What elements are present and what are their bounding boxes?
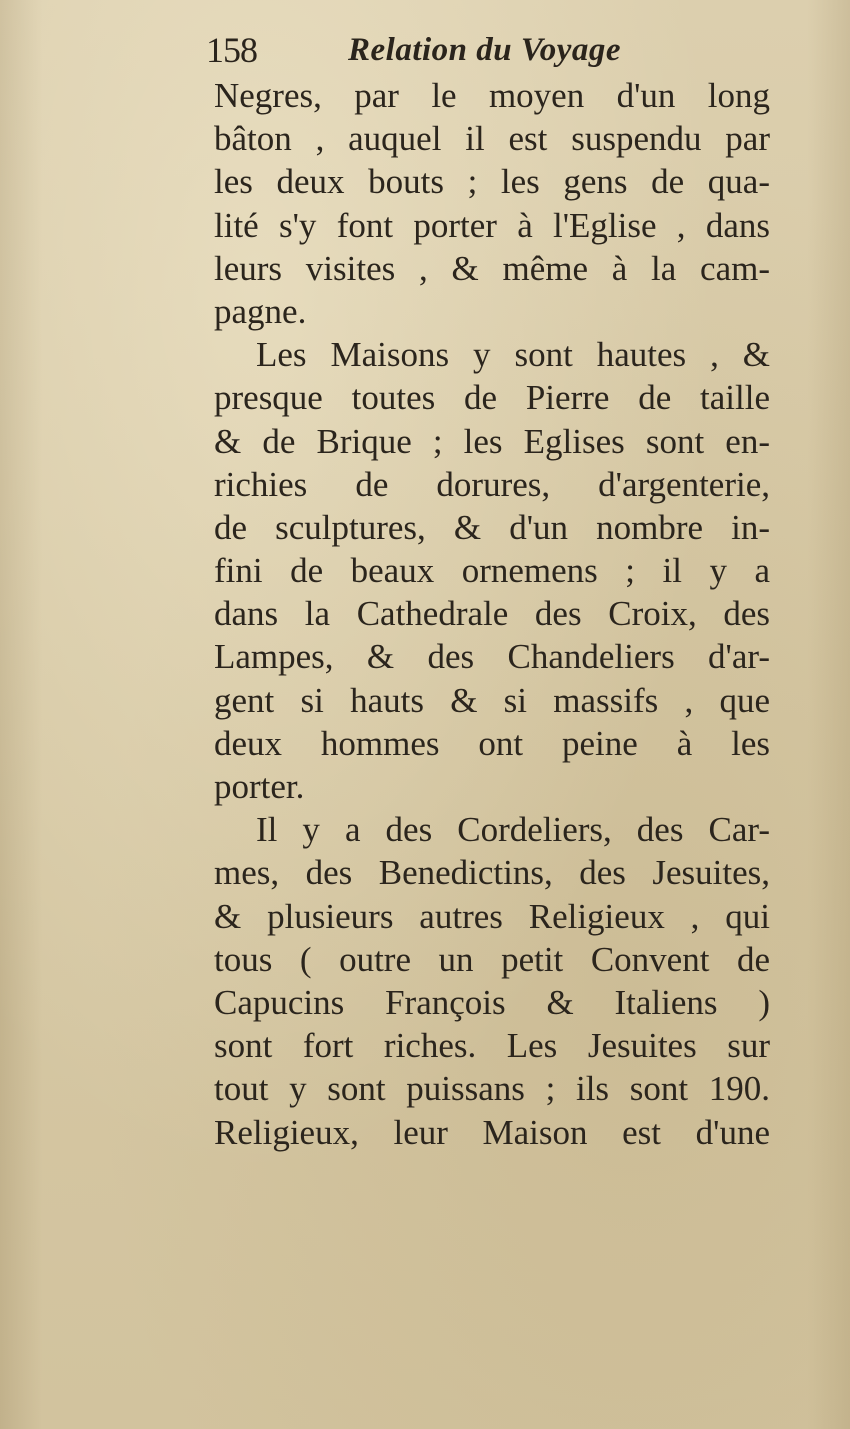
text-line: leurs visites , & même à la cam- [214, 248, 770, 288]
text-line: tous ( outre un petit Convent de [214, 939, 770, 979]
text-line: Capucins François & Italiens ) [214, 982, 770, 1022]
text-line: gent si hauts & si massifs , que [214, 680, 770, 720]
text-line: bâton , auquel il est suspendu par [214, 119, 770, 159]
text-line: tout y sont puissans ; ils sont 190. [214, 1069, 770, 1109]
text-line: & de Brique ; les Eglises sont en- [214, 421, 770, 461]
text-line: richies de dorures, d'argenterie, [214, 464, 770, 504]
text-line: presque toutes de Pierre de taille [214, 378, 770, 418]
text-line: Religieux, leur Maison est d'une [214, 1112, 770, 1152]
text-line: les deux bouts ; les gens de qua- [214, 162, 770, 202]
text-line: deux hommes ont peine à les [214, 723, 770, 763]
running-title: Relation du Voyage [348, 32, 622, 68]
text-line: fini de beaux ornemens ; il y a [214, 551, 770, 591]
text-line: Negres, par le moyen d'un long [214, 76, 770, 115]
text-line: sont fort riches. Les Jesuites sur [214, 1026, 770, 1066]
text-line: dans la Cathedrale des Croix, des [214, 594, 770, 634]
text-line: pagne. [214, 291, 307, 331]
text-line: de sculptures, & d'un nombre in- [214, 507, 770, 547]
text-line: porter. [214, 767, 305, 806]
page-header [206, 26, 766, 74]
text-line: & plusieurs autres Religieux , qui [214, 896, 770, 936]
page-number: 158 [206, 30, 257, 70]
text-line: lité s'y font porter à l'Eglise , dans [214, 205, 770, 245]
text-line: Lampes, & des Chandeliers d'ar- [214, 637, 770, 677]
text-line: mes, des Benedictins, des Jesuites, [214, 853, 770, 893]
text-line: Les Maisons y sont hautes , & [256, 335, 770, 375]
text-line: Il y a des Cordeliers, des Car- [256, 810, 770, 850]
paragraph [214, 808, 770, 1154]
body-text [214, 74, 770, 1154]
paragraph [214, 74, 770, 333]
paragraph [214, 333, 770, 808]
